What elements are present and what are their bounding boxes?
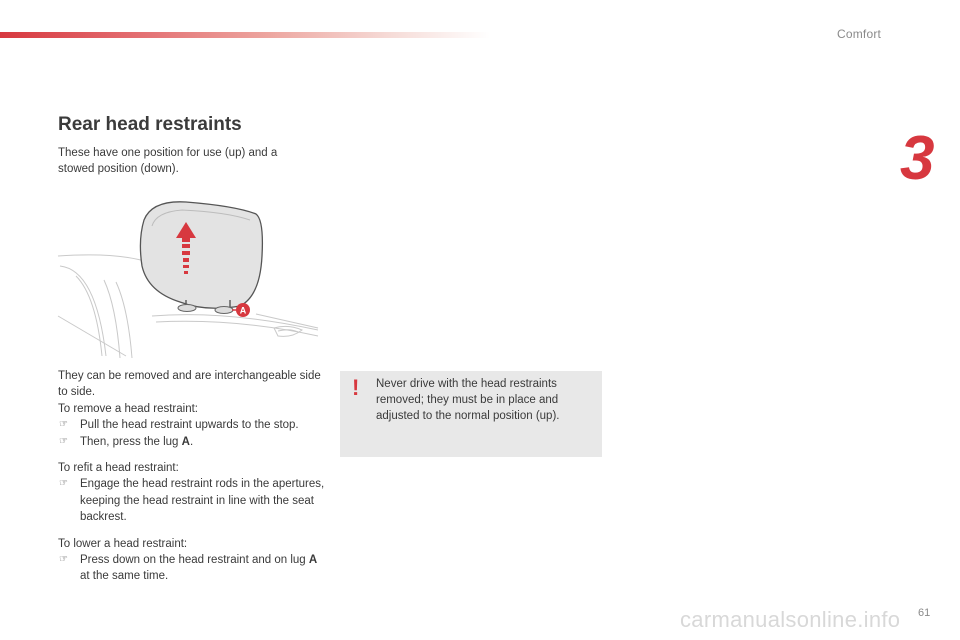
lug-label: A xyxy=(308,554,318,567)
chapter-number: 3 xyxy=(900,124,935,193)
refit-block xyxy=(58,460,326,526)
removal-intro: They can be removed and are interchangeable side to side. xyxy=(58,370,321,399)
list-item-text-end: . xyxy=(189,435,194,448)
watermark: carmanualsonline.info xyxy=(680,607,901,632)
lower-block xyxy=(58,536,326,585)
lug-label: A xyxy=(181,435,190,448)
warning-text: Never drive with the head restraints removed; they must be in place and adjusted to the normal position (up). xyxy=(376,378,560,422)
removal-heading: To remove a head restraint: xyxy=(58,402,198,415)
warning-box xyxy=(340,371,602,457)
list-item xyxy=(58,476,326,525)
section-label: Comfort xyxy=(837,27,882,41)
warning-icon: ! xyxy=(352,375,360,400)
list-item-text: Then, press the lug xyxy=(80,435,182,448)
head-restraint-illustration xyxy=(56,196,322,360)
lower-heading: To lower a head restraint: xyxy=(58,537,188,550)
svg-text:A: A xyxy=(239,305,247,316)
instructions-column xyxy=(58,368,326,595)
intro-paragraph: These have one position for use (up) and a stowed position (down). xyxy=(58,147,278,175)
list-item xyxy=(58,417,326,433)
list-item-text: Press down on the head restraint and on lug xyxy=(80,554,309,567)
bullet-marker: ☞ xyxy=(59,419,68,431)
bullet-marker: ☞ xyxy=(59,554,68,566)
list-item xyxy=(58,552,326,585)
page-number: 61 xyxy=(918,607,931,619)
header-accent-bar xyxy=(0,32,490,38)
refit-heading: To refit a head restraint: xyxy=(58,462,179,475)
list-item-text: Pull the head restraint upwards to the stop. xyxy=(80,419,299,432)
page-title: Rear head restraints xyxy=(58,114,242,135)
removal-block xyxy=(58,368,326,450)
bullet-marker: ☞ xyxy=(59,435,68,447)
list-item-text: Engage the head restraint rods in the apertures, keeping the head restraint in line with the seat backrest. xyxy=(80,478,325,524)
list-item xyxy=(58,434,326,450)
list-item-text-end: at the same time. xyxy=(80,570,169,583)
bullet-marker: ☞ xyxy=(59,478,68,490)
